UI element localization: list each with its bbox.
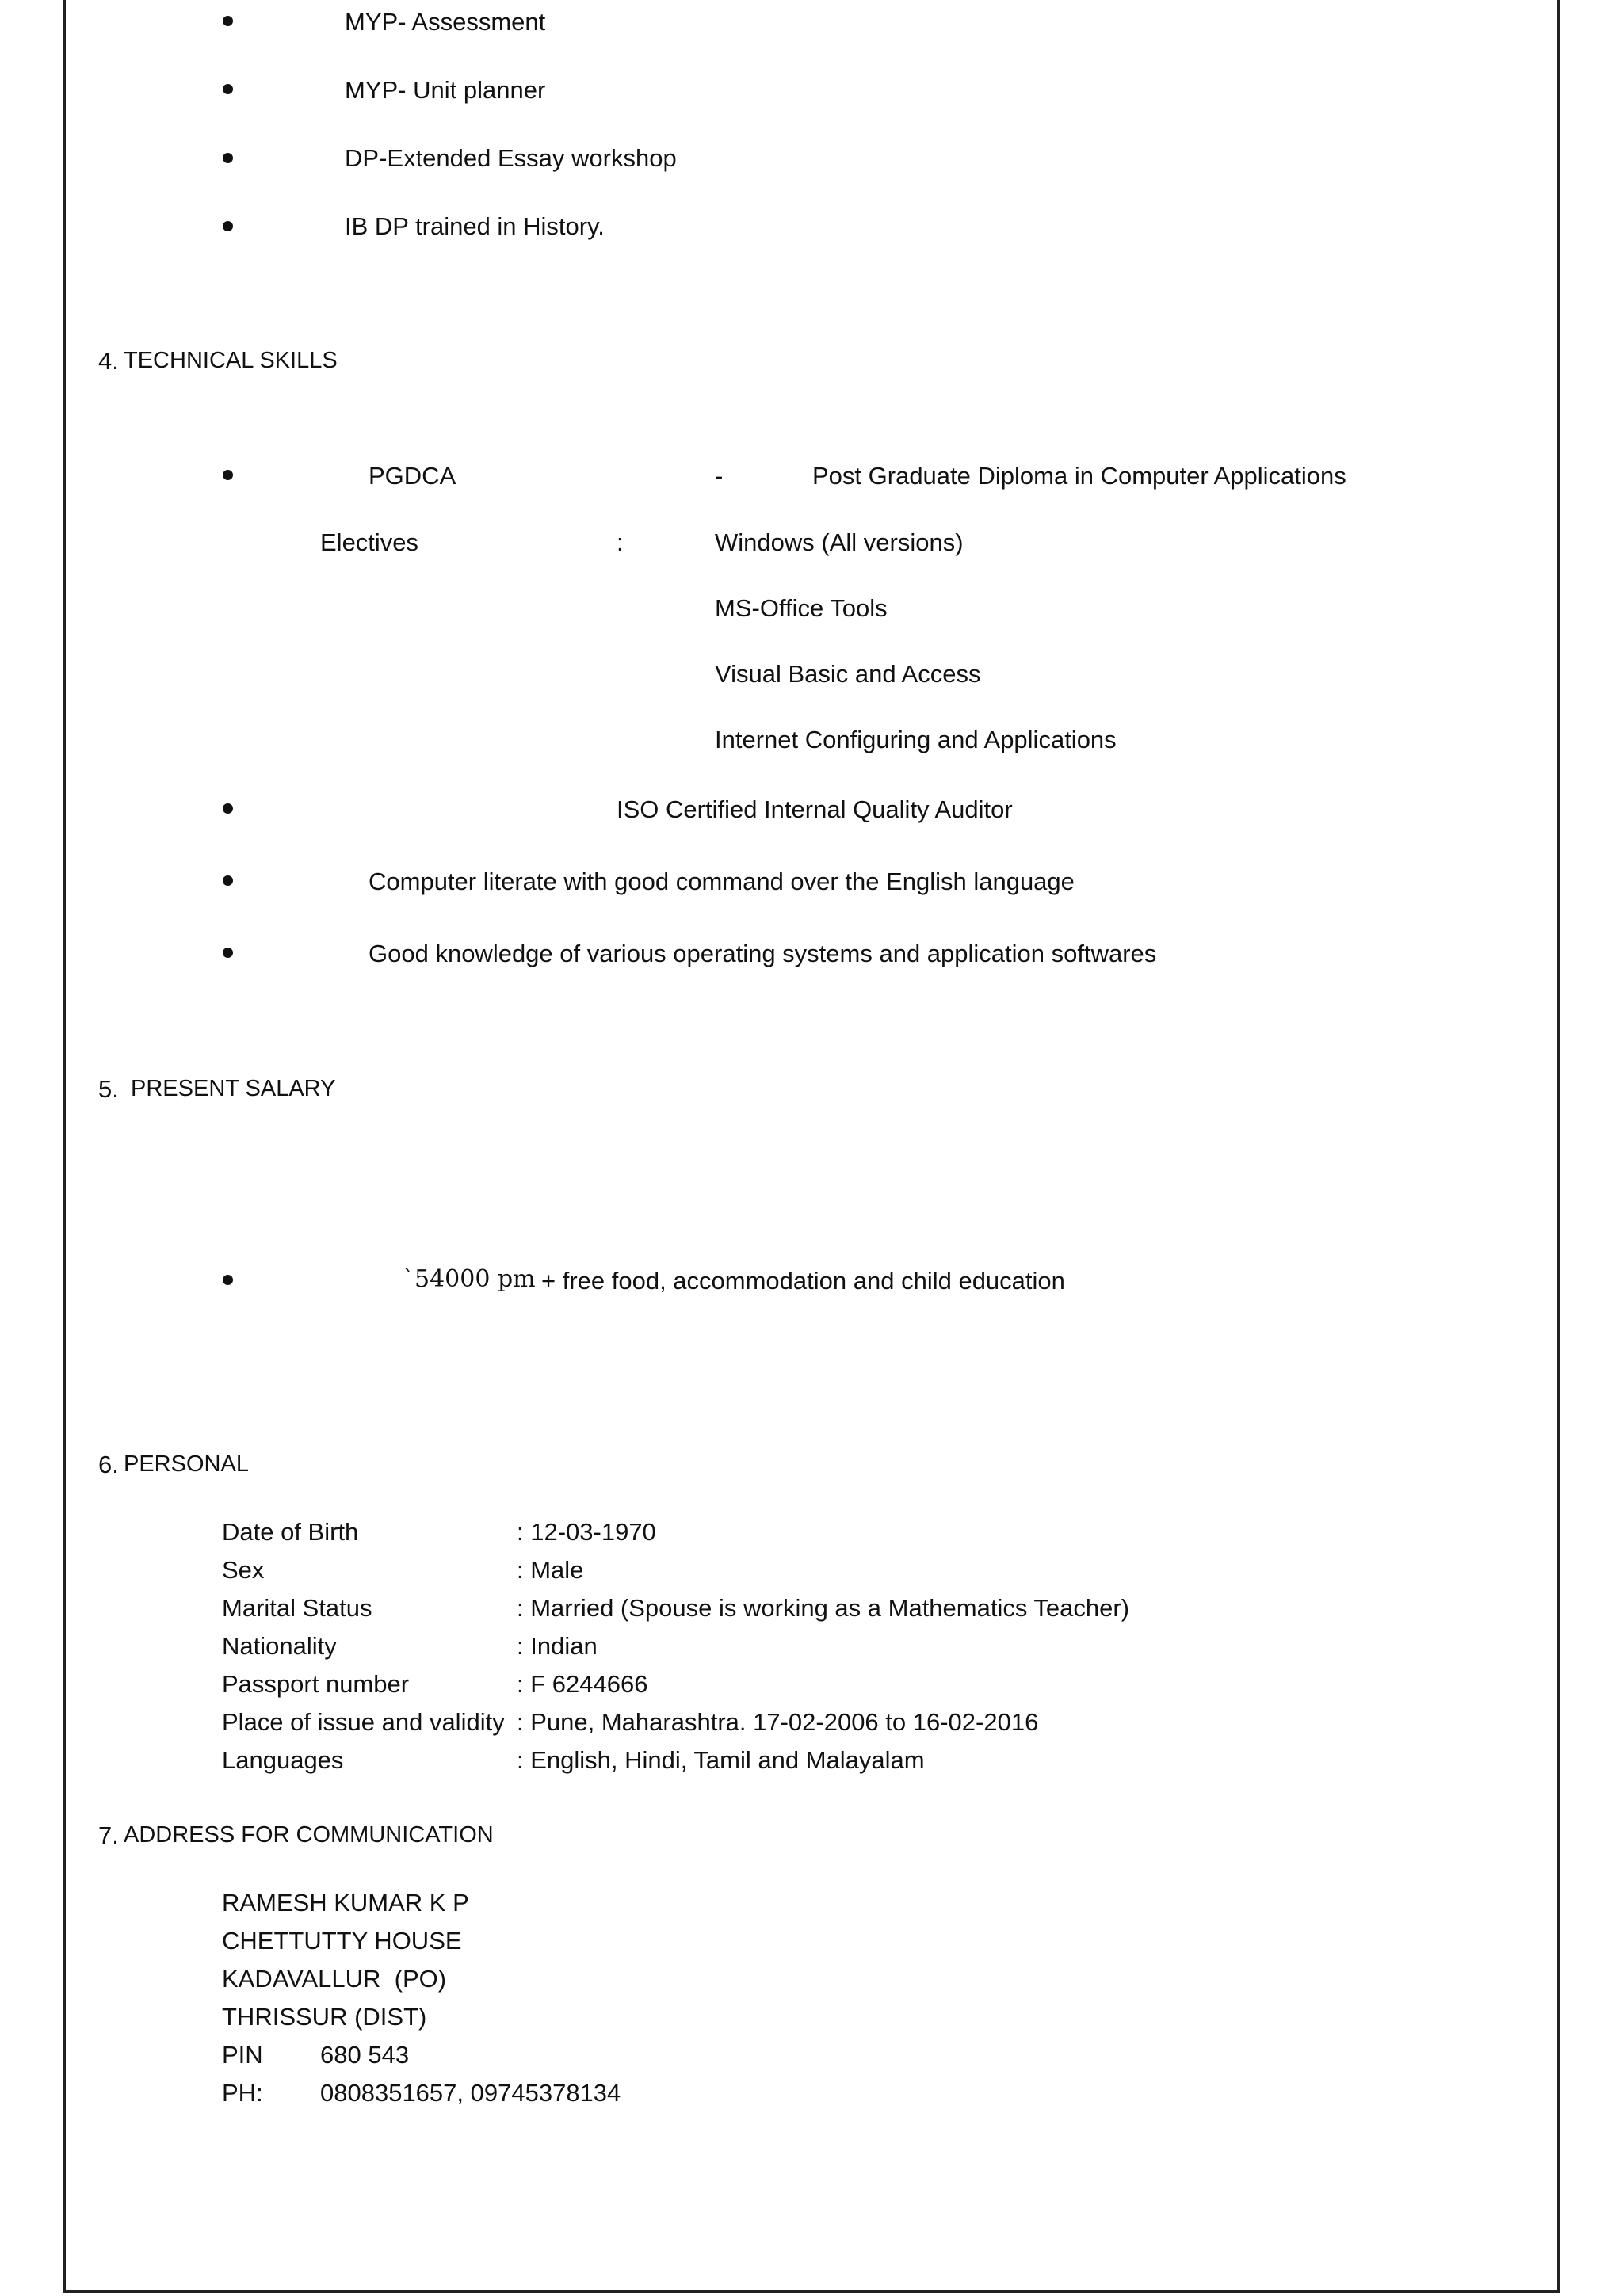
personal-value: : F 6244666 xyxy=(517,1670,648,1698)
bullet xyxy=(223,84,233,94)
address-line: CHETTUTTY HOUSE xyxy=(222,1927,462,1955)
address-line: KADAVALLUR (PO) xyxy=(222,1965,447,1993)
personal-label: Nationality xyxy=(222,1632,337,1660)
training-item: IB DP trained in History. xyxy=(345,212,605,240)
elective-item: Windows (All versions) xyxy=(715,528,964,556)
personal-value: : Pune, Maharashtra. 17-02-2006 to 16-02-2016 xyxy=(517,1708,1039,1736)
personal-label: Passport number xyxy=(222,1670,410,1698)
bullet xyxy=(223,221,233,231)
training-item: MYP- Assessment xyxy=(345,8,546,36)
bullet xyxy=(223,803,233,814)
section-number: 4. xyxy=(98,347,119,375)
knowledge-skill: Good knowledge of various operating systems and application softwares xyxy=(369,940,1157,967)
personal-label: Place of issue and validity xyxy=(222,1708,505,1736)
pgdca-dash: - xyxy=(715,462,724,490)
personal-value: : Indian xyxy=(517,1632,598,1660)
address-line: RAMESH KUMAR K P xyxy=(222,1889,469,1917)
elective-item: Internet Configuring and Applications xyxy=(715,726,1117,753)
bullet xyxy=(223,16,233,26)
personal-label: Sex xyxy=(222,1556,265,1584)
pgdca-label: PGDCA xyxy=(369,462,456,490)
personal-label: Date of Birth xyxy=(222,1518,359,1546)
phone-value: 0808351657, 09745378134 xyxy=(320,2079,621,2107)
bullet xyxy=(223,875,233,886)
personal-value: : Male xyxy=(517,1556,584,1584)
section-heading: ADDRESS FOR COMMUNICATION xyxy=(124,1822,494,1848)
bullet xyxy=(223,1275,233,1285)
pin-label: PIN xyxy=(222,2041,263,2069)
section-number: 6. xyxy=(98,1451,119,1478)
salary-benefits: + free food, accommodation and child education xyxy=(541,1267,1065,1295)
section-heading: TECHNICAL SKILLS xyxy=(124,348,338,373)
bullet xyxy=(223,470,233,480)
pin-value: 680 543 xyxy=(320,2041,410,2069)
salary-amount: `54000 pm xyxy=(403,1265,536,1293)
address-line: THRISSUR (DIST) xyxy=(222,2003,427,2031)
personal-value: : 12-03-1970 xyxy=(517,1518,656,1546)
personal-label: Marital Status xyxy=(222,1594,372,1622)
elective-item: MS-Office Tools xyxy=(715,594,888,622)
personal-value: : Married (Spouse is working as a Mathematics Teacher) xyxy=(517,1594,1130,1622)
section-number: 7. xyxy=(98,1821,119,1849)
literate-skill: Computer literate with good command over the English language xyxy=(369,868,1075,895)
section-heading: PRESENT SALARY xyxy=(131,1076,336,1101)
bullet xyxy=(223,153,233,163)
training-item: DP-Extended Essay workshop xyxy=(345,144,677,172)
section-heading: PERSONAL xyxy=(124,1451,249,1477)
section-number: 5. xyxy=(98,1075,119,1103)
training-item: MYP- Unit planner xyxy=(345,76,546,104)
bullet xyxy=(223,948,233,958)
personal-value: : English, Hindi, Tamil and Malayalam xyxy=(517,1746,925,1774)
pgdca-full: Post Graduate Diploma in Computer Applications xyxy=(812,462,1346,490)
phone-label: PH: xyxy=(222,2079,263,2107)
electives-colon: : xyxy=(617,528,624,556)
elective-item: Visual Basic and Access xyxy=(715,660,981,688)
iso-skill: ISO Certified Internal Quality Auditor xyxy=(617,795,1013,823)
electives-label: Electives xyxy=(320,528,419,556)
personal-label: Languages xyxy=(222,1746,344,1774)
